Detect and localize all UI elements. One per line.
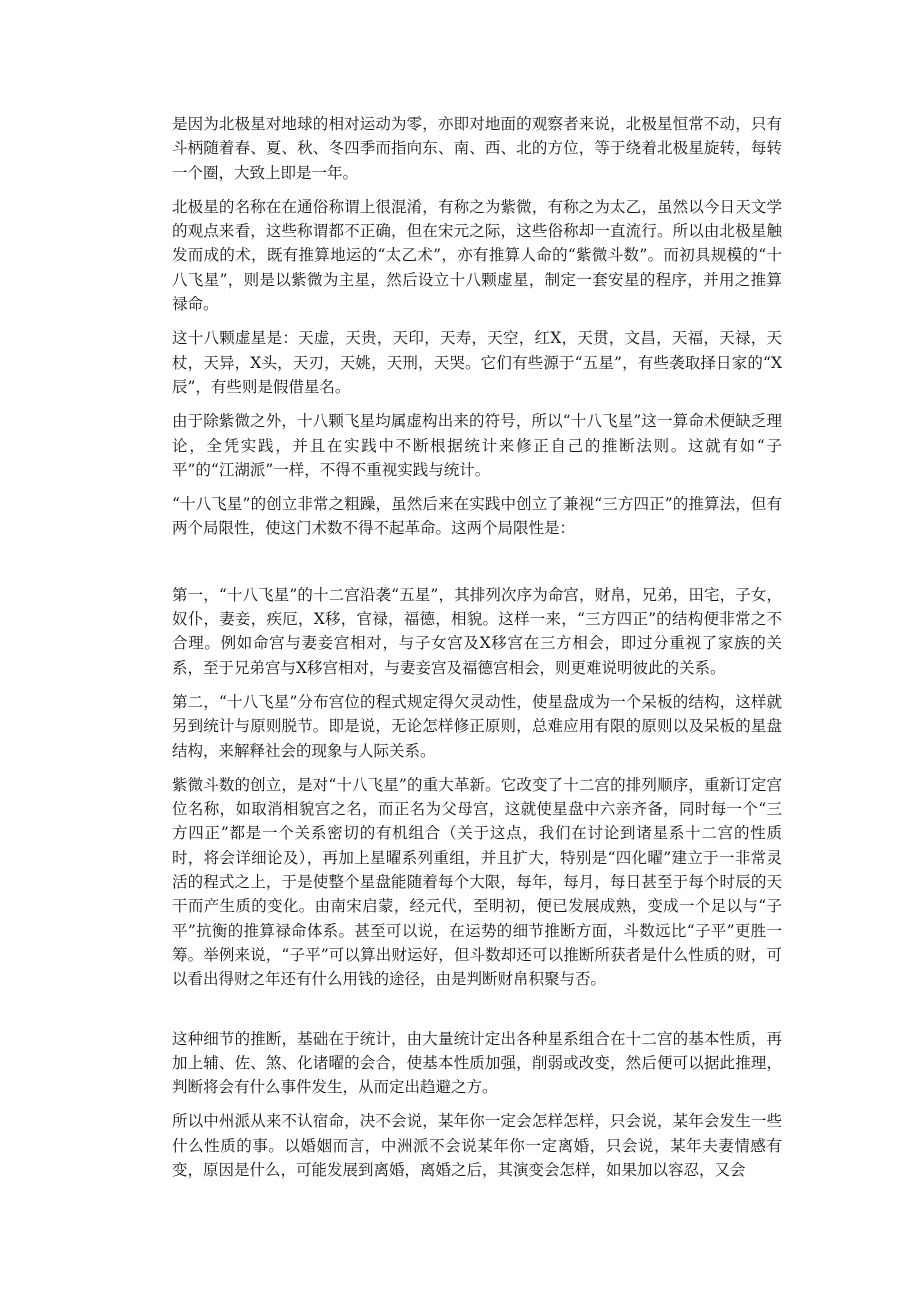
paragraph: 第二，“十八飞星”分布宫位的程式规定得欠灵动性，使星盘成为一个呆板的结构，这样就另到统计与原则脱节。即是说，无论怎样修正原则，总难应用有限的原则以及呆板的星盘结构，来解释社会的现象与人际关系。 <box>172 692 782 760</box>
paragraph: 北极星的名称在在通俗称谓上很混淆，有称之为紫微，有称之为太乙，虽然以今日天文学的观点来看，这些称谓都不正确，但在宋元之际，这些俗称却一直流行。所以由北极星触发而成的术，既有推算地运的“太乙术”，亦有推算人命的“紫微斗数”。而初具规模的“十八飞星”，则是以紫微为主星，然后设立十八颗虚星，制定一套安星的程序，并用之推算禄命。 <box>172 197 782 314</box>
paragraph: 这十八颗虚星是：天虚，天贵，天印，天寿，天空，红X，天贯，文昌，天福，天禄，天杖，天异，X头，天刃，天姚，天刑，天哭。它们有些源于“五星”，有些袭取择日家的“X辰”，有些则是假借星名。 <box>172 329 782 396</box>
paragraph: 第一，“十八飞星”的十二宫沿袭“五星”，其排列次序为命宫，财帛，兄弟，田宅，子女，奴仆，妻妾，疾厄，X移，官禄，福德，相貌。这样一来，“三方四正”的结构便非常之不合理。例如命宫与妻妾宫相对，与子女宫及X移宫在三方相会，即过分重视了家族的关系，至于兄弟宫与X移宫相对，与妻妾宫及福德宫相会，则更难说明彼此的关系。 <box>172 585 782 677</box>
document-body <box>172 112 782 1182</box>
paragraph: 由于除紫微之外，十八颗飞星均属虚构出来的符号，所以“十八飞星”这一算命术便缺乏理论，全凭实践，并且在实践中不断根据统计来修正自己的推断法则。这就有如“子平”的“江湖派”一样，不得不重视实践与统计。 <box>172 412 782 479</box>
paragraph: 所以中州派从来不认宿命，决不会说，某年你一定会怎样怎样，只会说，某年会发生一些什么性质的事。以婚姻而言，中洲派不会说某年你一定离婚，只会说，某年夫妻情感有变，原因是什么，可能发展到离婚，离婚之后，其演变会怎样，如果加以容忍，又会 <box>172 1112 782 1179</box>
paragraph: 紫微斗数的创立，是对“十八飞星”的重大革新。它改变了十二宫的排列顺序，重新订定宫位名称，如取消相貌宫之名，而正名为父母宫，这就使星盘中六亲齐备，同时每一个“三方四正”都是一个关系密切的有机组合（关于这点，我们在讨论到诸星系十二宫的性质时，将会详细论及），再加上星曜系列重组，并且扩大，特别是“四化曜”建立于一非常灵活的程式之上，于是使整个星盘能随着每个大限，每年，每月，每日甚至于每个时辰的天干而产生质的变化。由南宋启蒙，经元代，至明初，便已发展成熟，变成一个足以与“子平”抗衡的推算禄命体系。甚至可以说，在运势的细节推断方面，斗数远比“子平”更胜一筹。举例来说，“子平”可以算出财运好，但斗数却还可以推断所获者是什么性质的财，可以看出得财之年还有什么用钱的途径，由是判断财帛积聚与否。 <box>172 775 782 989</box>
paragraph: “十八飞星”的创立非常之粗躁，虽然后来在实践中创立了兼视“三方四正”的推算法，但有两个局限性，使这门术数不得不起革命。这两个局限性是： <box>172 495 782 538</box>
paragraph: 是因为北极星对地球的相对运动为零，亦即对地面的观察者来说，北极星恒常不动，只有斗柄随着春、夏、秋、冬四季而指向东、南、西、北的方位，等于绕着北极星旋转，每转一个圈，大致上即是一年。 <box>172 115 782 182</box>
paragraph: 这种细节的推断，基础在于统计，由大量统计定出各种星系组合在十二宫的基本性质，再加上辅、佐、煞、化诸曜的会合，使基本性质加强，削弱或改变，然后便可以据此推理，判断将会有什么事件发生，从而定出趋避之方。 <box>172 1029 782 1097</box>
